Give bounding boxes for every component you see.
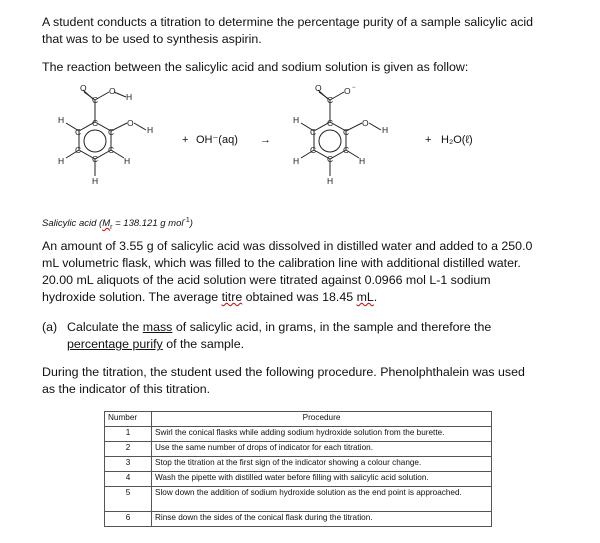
svg-text:C: C (108, 127, 115, 137)
procedure-intro: During the titration, the student used the following procedure. Phenolphthalein was used as the indicator of this titration. (42, 365, 525, 396)
header-number: Number (105, 412, 152, 427)
row-procedure: Rinse down the sides of the conical flask during the titration. (152, 512, 492, 527)
row-procedure: Wash the pipette with distilled water before filling with salicylic acid solution. (152, 472, 492, 487)
reaction-arrow: → (260, 134, 271, 146)
question-a-text: Calculate the mass of salicylic acid, in grams, in the sample and therefore the percentage purify of the sample. (67, 320, 492, 351)
question-a-label: (a) (42, 320, 58, 334)
svg-text:O: O (344, 86, 351, 96)
intro-line-1: A student conducts a titration to determine the percentage purity of a sample salicylic acid (42, 15, 534, 29)
svg-text:H: H (293, 156, 300, 166)
row-procedure: Slow down the addition of sodium hydroxide solution as the end point is approached. (152, 487, 492, 512)
row-number: 1 (105, 427, 152, 442)
row-procedure: Stop the titration at the first sign of the indicator showing a colour change. (152, 457, 492, 472)
table-row (105, 512, 492, 527)
intro-line-2: that was to be used to synthesis aspirin. (42, 32, 262, 46)
svg-text:−: − (352, 85, 356, 91)
svg-text:C: C (92, 118, 99, 128)
hydroxide-reagent: OH⁻(aq) (196, 134, 238, 146)
svg-text:C: C (343, 145, 350, 155)
table-row (105, 442, 492, 457)
svg-text:H: H (124, 156, 131, 166)
svg-text:O: O (80, 83, 87, 93)
svg-text:H: H (58, 156, 65, 166)
svg-text:C: C (343, 127, 350, 137)
svg-text:C: C (327, 95, 334, 105)
plus-sign-1: + (182, 134, 189, 146)
table-header-row (105, 412, 492, 427)
svg-text:O: O (109, 86, 116, 96)
svg-text:C: C (310, 127, 317, 137)
water-product: H₂O(ℓ) (441, 134, 473, 146)
svg-text:H: H (382, 125, 389, 135)
svg-text:H: H (92, 176, 99, 186)
table-row (105, 487, 492, 512)
table-row (105, 457, 492, 472)
svg-text:C: C (75, 145, 82, 155)
row-number: 6 (105, 512, 152, 527)
svg-text:C: C (75, 127, 82, 137)
row-number: 4 (105, 472, 152, 487)
molar-mass-caption: Salicylic acid ($M_r = 138.121$ g mol$^{-1}$) (42, 217, 193, 232)
intro-text (42, 14, 562, 48)
reaction-intro: The reaction between the salicylic acid and sodium solution is given as follow: (42, 60, 469, 74)
svg-text:H: H (327, 176, 334, 186)
row-number: 3 (105, 457, 152, 472)
svg-text:H: H (126, 92, 133, 102)
svg-text:C: C (327, 154, 334, 164)
svg-text:C: C (92, 154, 99, 164)
experiment-paragraph: An amount of 3.55 g of salicylic acid was dissolved in distilled water and added to a 250.0 mL volumetric flask, which was filled to the calibration line with additional distilled water. 20.00 mL aliquots of the acid solution were titrated against 0.0966 mol L-1 sodium hydroxide solution. The average titre obtained was 18.45 mL. (42, 239, 533, 304)
svg-text:H: H (58, 115, 65, 125)
svg-text:H: H (359, 156, 366, 166)
svg-text:H: H (147, 125, 154, 135)
table-row (105, 427, 492, 442)
row-procedure: Swirl the conical flasks while adding sodium hydroxide solution from the burette. (152, 427, 492, 442)
svg-text:C: C (327, 118, 334, 128)
reaction-scheme (30, 80, 590, 205)
row-number: 2 (105, 442, 152, 457)
svg-text:H: H (293, 115, 300, 125)
svg-text:C: C (108, 145, 115, 155)
procedure-table (104, 411, 492, 527)
header-procedure: Procedure (152, 412, 492, 427)
svg-text:O: O (362, 118, 369, 128)
svg-text:C: C (92, 95, 99, 105)
table-row (105, 472, 492, 487)
plus-sign-2: + (425, 134, 432, 146)
svg-text:O: O (127, 118, 134, 128)
svg-text:O: O (315, 83, 322, 93)
svg-text:C: C (310, 145, 317, 155)
row-procedure: Use the same number of drops of indicator for each titration. (152, 442, 492, 457)
row-number: 5 (105, 487, 152, 512)
